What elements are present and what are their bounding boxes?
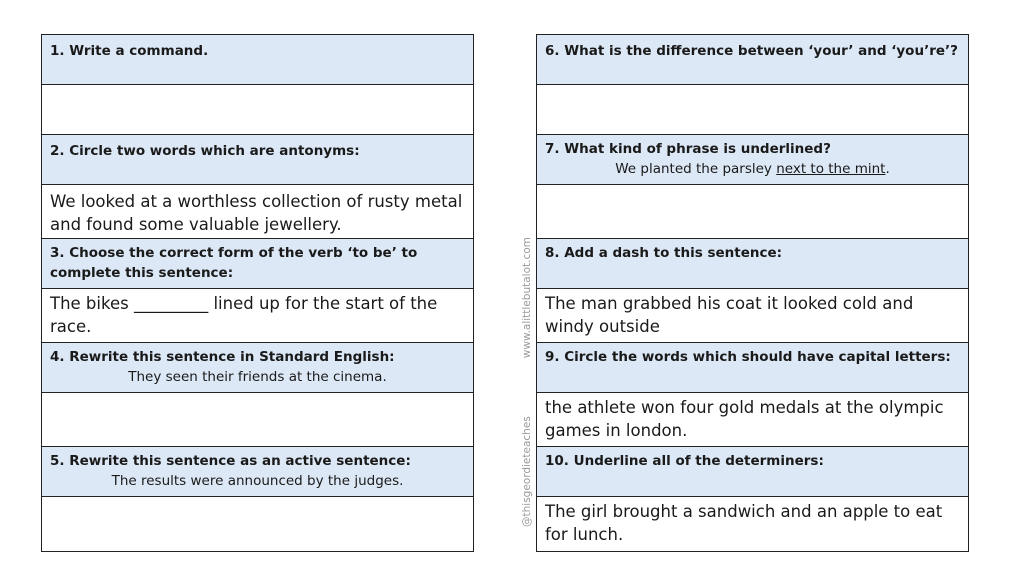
question-7-sentence bbox=[545, 159, 960, 179]
question-10-text: 10. Underline all of the determiners: bbox=[545, 453, 824, 469]
answer-7-box[interactable] bbox=[537, 185, 968, 239]
underlined-phrase: next to the mint bbox=[776, 161, 886, 177]
right-worksheet-table bbox=[536, 34, 969, 552]
answer-3-box[interactable] bbox=[42, 289, 473, 343]
question-10-sentence: The girl brought a sandwich and an apple to eat for lunch. bbox=[545, 502, 943, 544]
question-3-row bbox=[42, 239, 473, 289]
left-worksheet-table bbox=[41, 34, 474, 552]
question-3-sentence: The bikes _________ lined up for the start of the race. bbox=[50, 294, 438, 336]
question-9-text: 9. Circle the words which should have capital letters: bbox=[545, 349, 951, 365]
question-3-text: 3. Choose the correct form of the verb ‘to be’ to complete this sentence: bbox=[50, 245, 418, 281]
question-4-sentence: They seen their friends at the cinema. bbox=[128, 369, 387, 385]
question-4-text: 4. Rewrite this sentence in Standard English: bbox=[50, 349, 395, 365]
question-4-row bbox=[42, 343, 473, 393]
watermark-handle: @thisgeordieteaches bbox=[521, 416, 533, 527]
question-8-sentence: The man grabbed his coat it looked cold and windy outside bbox=[545, 294, 914, 336]
question-7-sentence-start: We planted the parsley bbox=[615, 161, 777, 177]
question-9-row bbox=[537, 343, 968, 393]
question-6-row bbox=[537, 35, 968, 85]
question-10-row bbox=[537, 447, 968, 497]
question-8-row bbox=[537, 239, 968, 289]
answer-5-box[interactable] bbox=[42, 497, 473, 551]
question-2-sentence: We looked at a worthless collection of rusty metal and found some valuable jewellery. bbox=[50, 192, 463, 234]
question-2-row bbox=[42, 135, 473, 185]
question-7-sentence-end: . bbox=[885, 161, 890, 177]
question-2-text: 2. Circle two words which are antonyms: bbox=[50, 143, 360, 159]
answer-6-box[interactable] bbox=[537, 85, 968, 135]
answer-10-box[interactable] bbox=[537, 497, 968, 551]
question-1-text: 1. Write a command. bbox=[50, 43, 209, 59]
question-5-sentence: The results were announced by the judges. bbox=[111, 473, 404, 489]
watermark-url: www.alittlebutalot.com bbox=[521, 237, 533, 359]
answer-2-box[interactable] bbox=[42, 185, 473, 239]
question-7-text: 7. What kind of phrase is underlined? bbox=[545, 141, 831, 157]
question-5-row bbox=[42, 447, 473, 497]
answer-9-box[interactable] bbox=[537, 393, 968, 447]
question-1-row bbox=[42, 35, 473, 85]
question-9-sentence: the athlete won four gold medals at the olympic games in london. bbox=[545, 398, 944, 440]
question-5-text: 5. Rewrite this sentence as an active sentence: bbox=[50, 453, 411, 469]
answer-4-box[interactable] bbox=[42, 393, 473, 447]
question-8-text: 8. Add a dash to this sentence: bbox=[545, 245, 783, 261]
watermark bbox=[521, 237, 539, 527]
answer-1-box[interactable] bbox=[42, 85, 473, 135]
question-7-row bbox=[537, 135, 968, 185]
question-6-text: 6. What is the difference between ‘your’ and ‘you’re’? bbox=[545, 43, 958, 59]
answer-8-box[interactable] bbox=[537, 289, 968, 343]
